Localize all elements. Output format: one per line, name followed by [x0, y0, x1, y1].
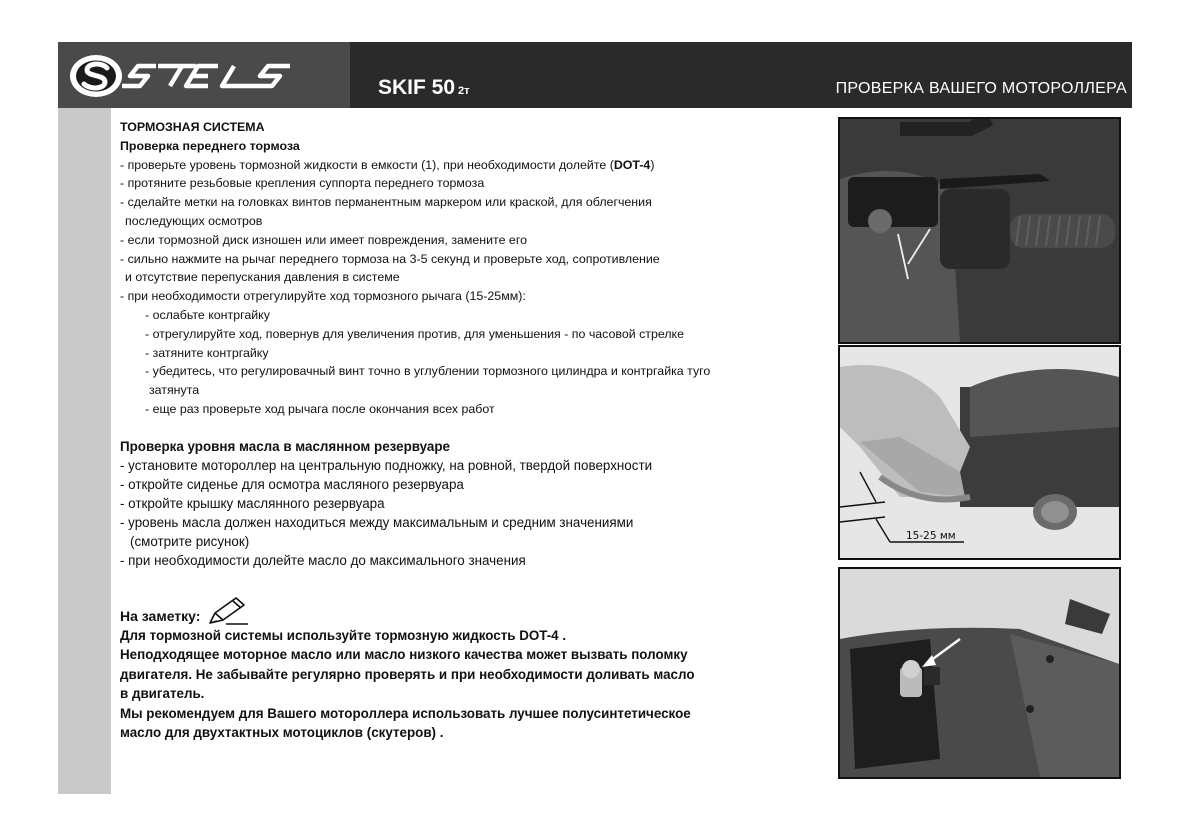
photo-brake-lever	[838, 345, 1121, 560]
oil-line-4b: (смотрите рисунок)	[130, 533, 250, 549]
brake-sub-1: - ослабьте контргайку	[145, 307, 270, 322]
brake-subtitle: Проверка переднего тормоза	[120, 138, 300, 153]
model-name: SKIF 50 2т	[378, 76, 470, 99]
brake-line-1: - проверьте уровень тормозной жидкости в емкости (1), при необходимости долейте (DOT-4)	[120, 157, 655, 172]
lever-gap-label: 15-25 мм	[906, 530, 956, 542]
note-line-2: Неподходящее моторное масло или масло низкого качества может вызвать поломку	[120, 647, 688, 663]
brand-logo	[58, 42, 350, 108]
oil-line-5: - при необходимости долейте масло до максимального значения	[120, 552, 526, 568]
note-line-4: в двигатель.	[120, 686, 205, 702]
oil-line-3: - откройте крышку маслянного резервуара	[120, 495, 385, 511]
brake-line-5a: - сильно нажмите на рычаг переднего тормоза на 3-5 секунд и проверьте ход, сопротивление	[120, 251, 660, 266]
brake-line-3b: последующих осмотров	[125, 213, 263, 228]
brake-line-6: - при необходимости отрегулируйте ход тормозного рычага (15-25мм):	[120, 289, 526, 304]
oil-line-2: - откройте сиденье для осмотра масляного резервуара	[120, 476, 464, 492]
oil-line-4a: - уровень масла должен находиться между максимальным и средним значениями	[120, 514, 634, 530]
note-line-3: двигателя. Не забывайте регулярно проверять и при необходимости доливать масло	[120, 666, 695, 682]
note-title: На заметку:	[120, 596, 840, 626]
photo-oil-reservoir	[838, 567, 1121, 779]
brake-sub-4a: - убедитесь, что регулировачный винт точно в углублении тормозного цилиндра и контргайка туго	[145, 364, 711, 379]
note-line-6: масло для двухтактных мотоциклов (скутеров) .	[120, 725, 444, 741]
note-line-1: Для тормозной системы используйте тормозную жидкость DOT-4 .	[120, 627, 567, 643]
oil-title: Проверка уровня масла в маслянном резервуаре	[120, 438, 450, 454]
brake-sub-2: - отрегулируйте ход, повернув для увеличения против, для уменьшения - по часовой стрелке	[145, 326, 685, 341]
brake-line-2: - протяните резьбовые крепления суппорта переднего тормоза	[120, 176, 485, 191]
photo-brake-reservoir	[838, 117, 1121, 344]
oil-line-1: - установите мотороллер на центральную подножку, на ровной, твердой поверхности	[120, 457, 653, 473]
pencil-icon	[206, 596, 250, 626]
brake-sub-4b: затянута	[149, 383, 200, 398]
stels-wordmark	[122, 66, 290, 86]
sidebar-strip	[58, 108, 111, 794]
brake-line-5b: и отсутствие перепускания давления в системе	[125, 270, 400, 285]
page-title: ПРОВЕРКА ВАШЕГО МОТОРОЛЛЕРА	[835, 80, 1127, 97]
brake-line-3a: - сделайте метки на головках винтов перманентным маркером или краской, для облегчения	[120, 195, 652, 210]
content	[120, 118, 840, 743]
note-line-5: Мы рекомендуем для Вашего мотороллера использовать лучшее полусинтетическое	[120, 705, 691, 721]
brake-sub-3: - затяните контргайку	[145, 345, 269, 360]
brake-line-4: - если тормозной диск изношен или имеет повреждения, замените его	[120, 232, 527, 247]
model-suffix: 2т	[458, 85, 470, 97]
s-circle-logo-icon	[70, 55, 122, 97]
brake-section-title: ТОРМОЗНАЯ СИСТЕМА	[120, 120, 265, 134]
brake-sub-5: - еще раз проверьте ход рычага после окончания всех работ	[145, 401, 495, 416]
